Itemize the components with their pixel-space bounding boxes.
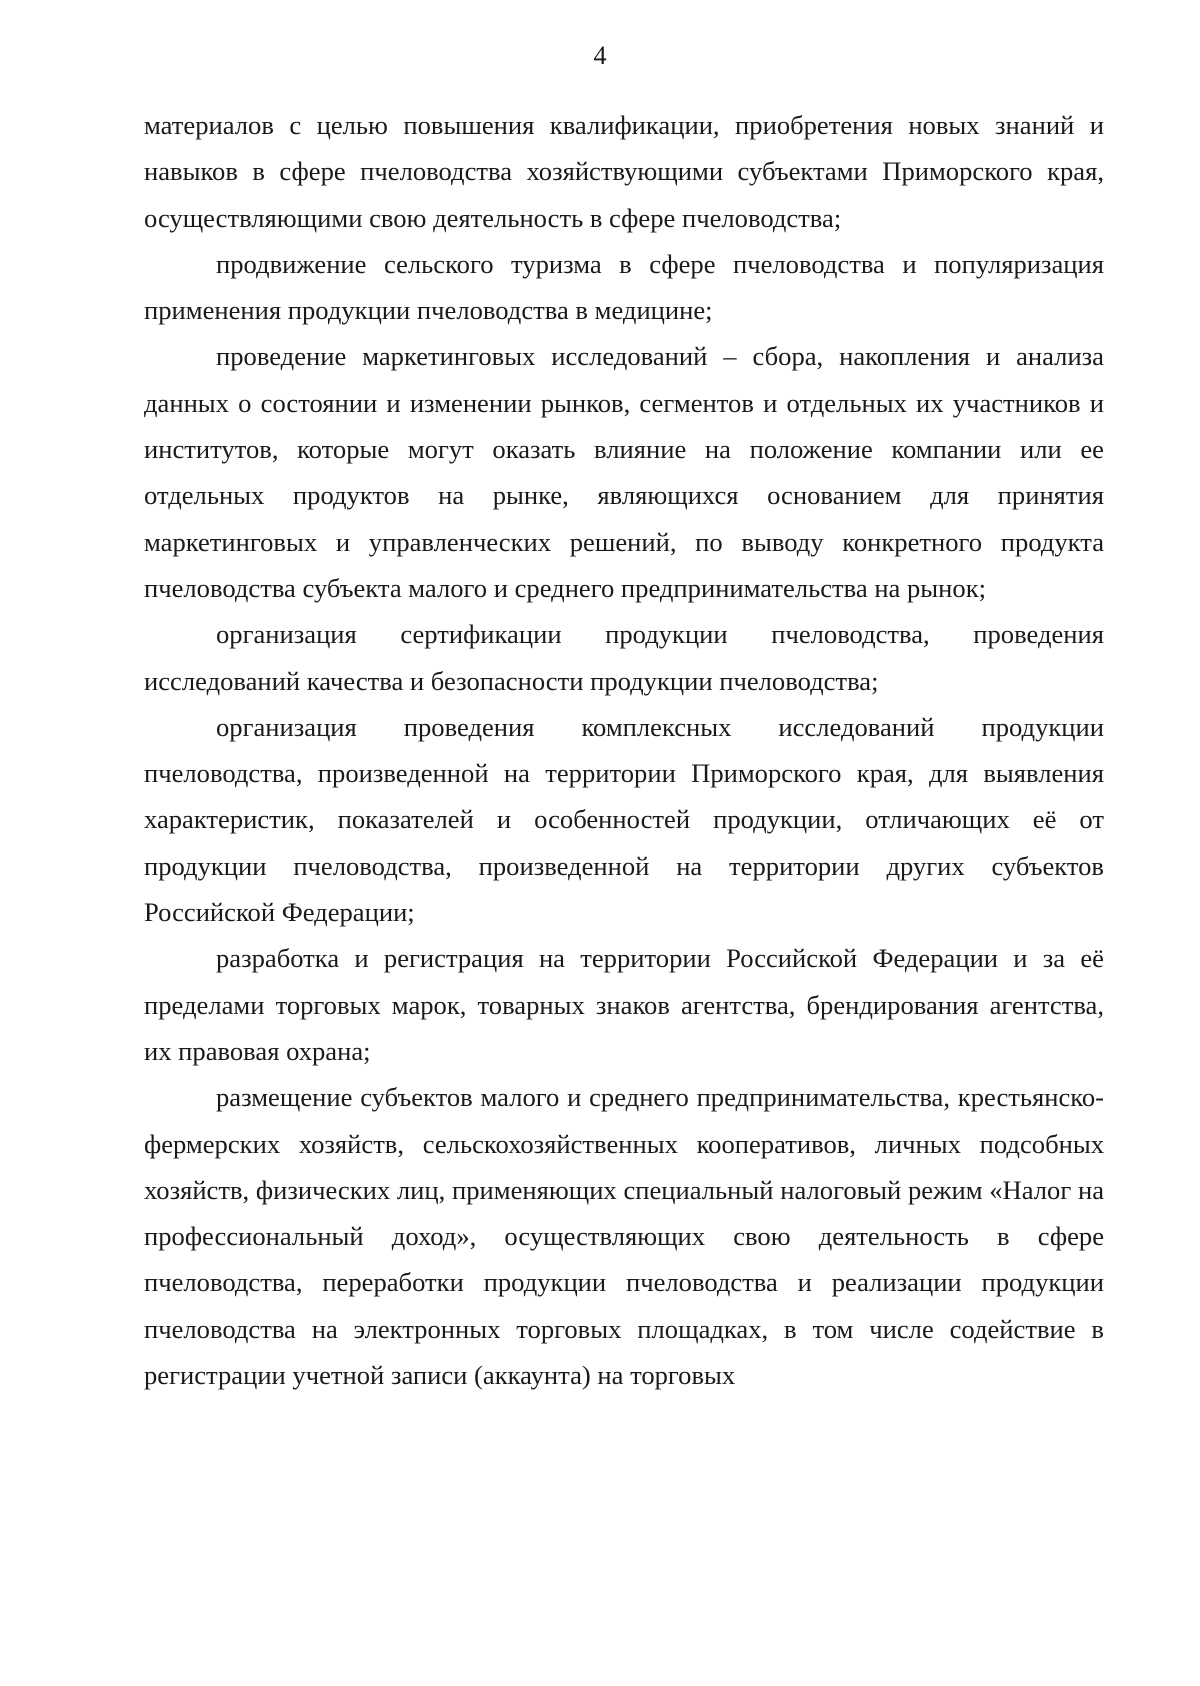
document-body [144, 102, 1104, 1398]
paragraph: продвижение сельского туризма в сфере пчеловодства и популяризация применения продукции пчеловодства в медицине; [144, 248, 1104, 326]
page-number: 4 [593, 41, 607, 70]
paragraph: размещение субъектов малого и среднего предпринимательства, крестьянско-фермерских хозяйств, сельскохозяйственных кооперативов, личных подсобных хозяйств, физических лиц, применяющих специальный налоговый режим «Налог на профессиональный доход», осуществляющих свою деятельность в сфере пчеловодства, переработки продукции пчеловодства и реализации продукции пчеловодства на электронных торговых площадках, в том числе содействие в регистрации учетной записи (аккаунта) на торговых [144, 1082, 1104, 1391]
paragraph: организация сертификации продукции пчеловодства, проведения исследований качества и безопасности продукции пчеловодства; [144, 619, 1104, 696]
paragraph: разработка и регистрация на территории Российской Федерации и за её пределами торговых марок, товарных знаков агентства, брендирования агентства, их правовая охрана; [144, 943, 1104, 1066]
paragraph: организация проведения комплексных исследований продукции пчеловодства, произведенной на территории Приморского края, для выявления характеристик, показателей и особенностей продукции, отличающих её от продукции пчеловодства, произведенной на территории других субъектов Российской Федерации; [144, 711, 1104, 928]
paragraph: проведение маркетинговых исследований – сбора, накопления и анализа данных о состоянии и изменении рынков, сегментов и отдельных их участников и институтов, которые могут оказать влияние на положение компании или ее отдельных продуктов на рынке, являющихся основанием для принятия маркетинговых и управленческих решений, по выводу конкретного продукта пчеловодства субъекта малого и среднего предпринимательства на рынок; [144, 341, 1104, 603]
paragraph: материалов с целью повышения квалификации, приобретения новых знаний и навыков в сфере пчеловодства хозяйствующими субъектами Приморского края, осуществляющими свою деятельность в сфере пчеловодства; [144, 110, 1104, 233]
